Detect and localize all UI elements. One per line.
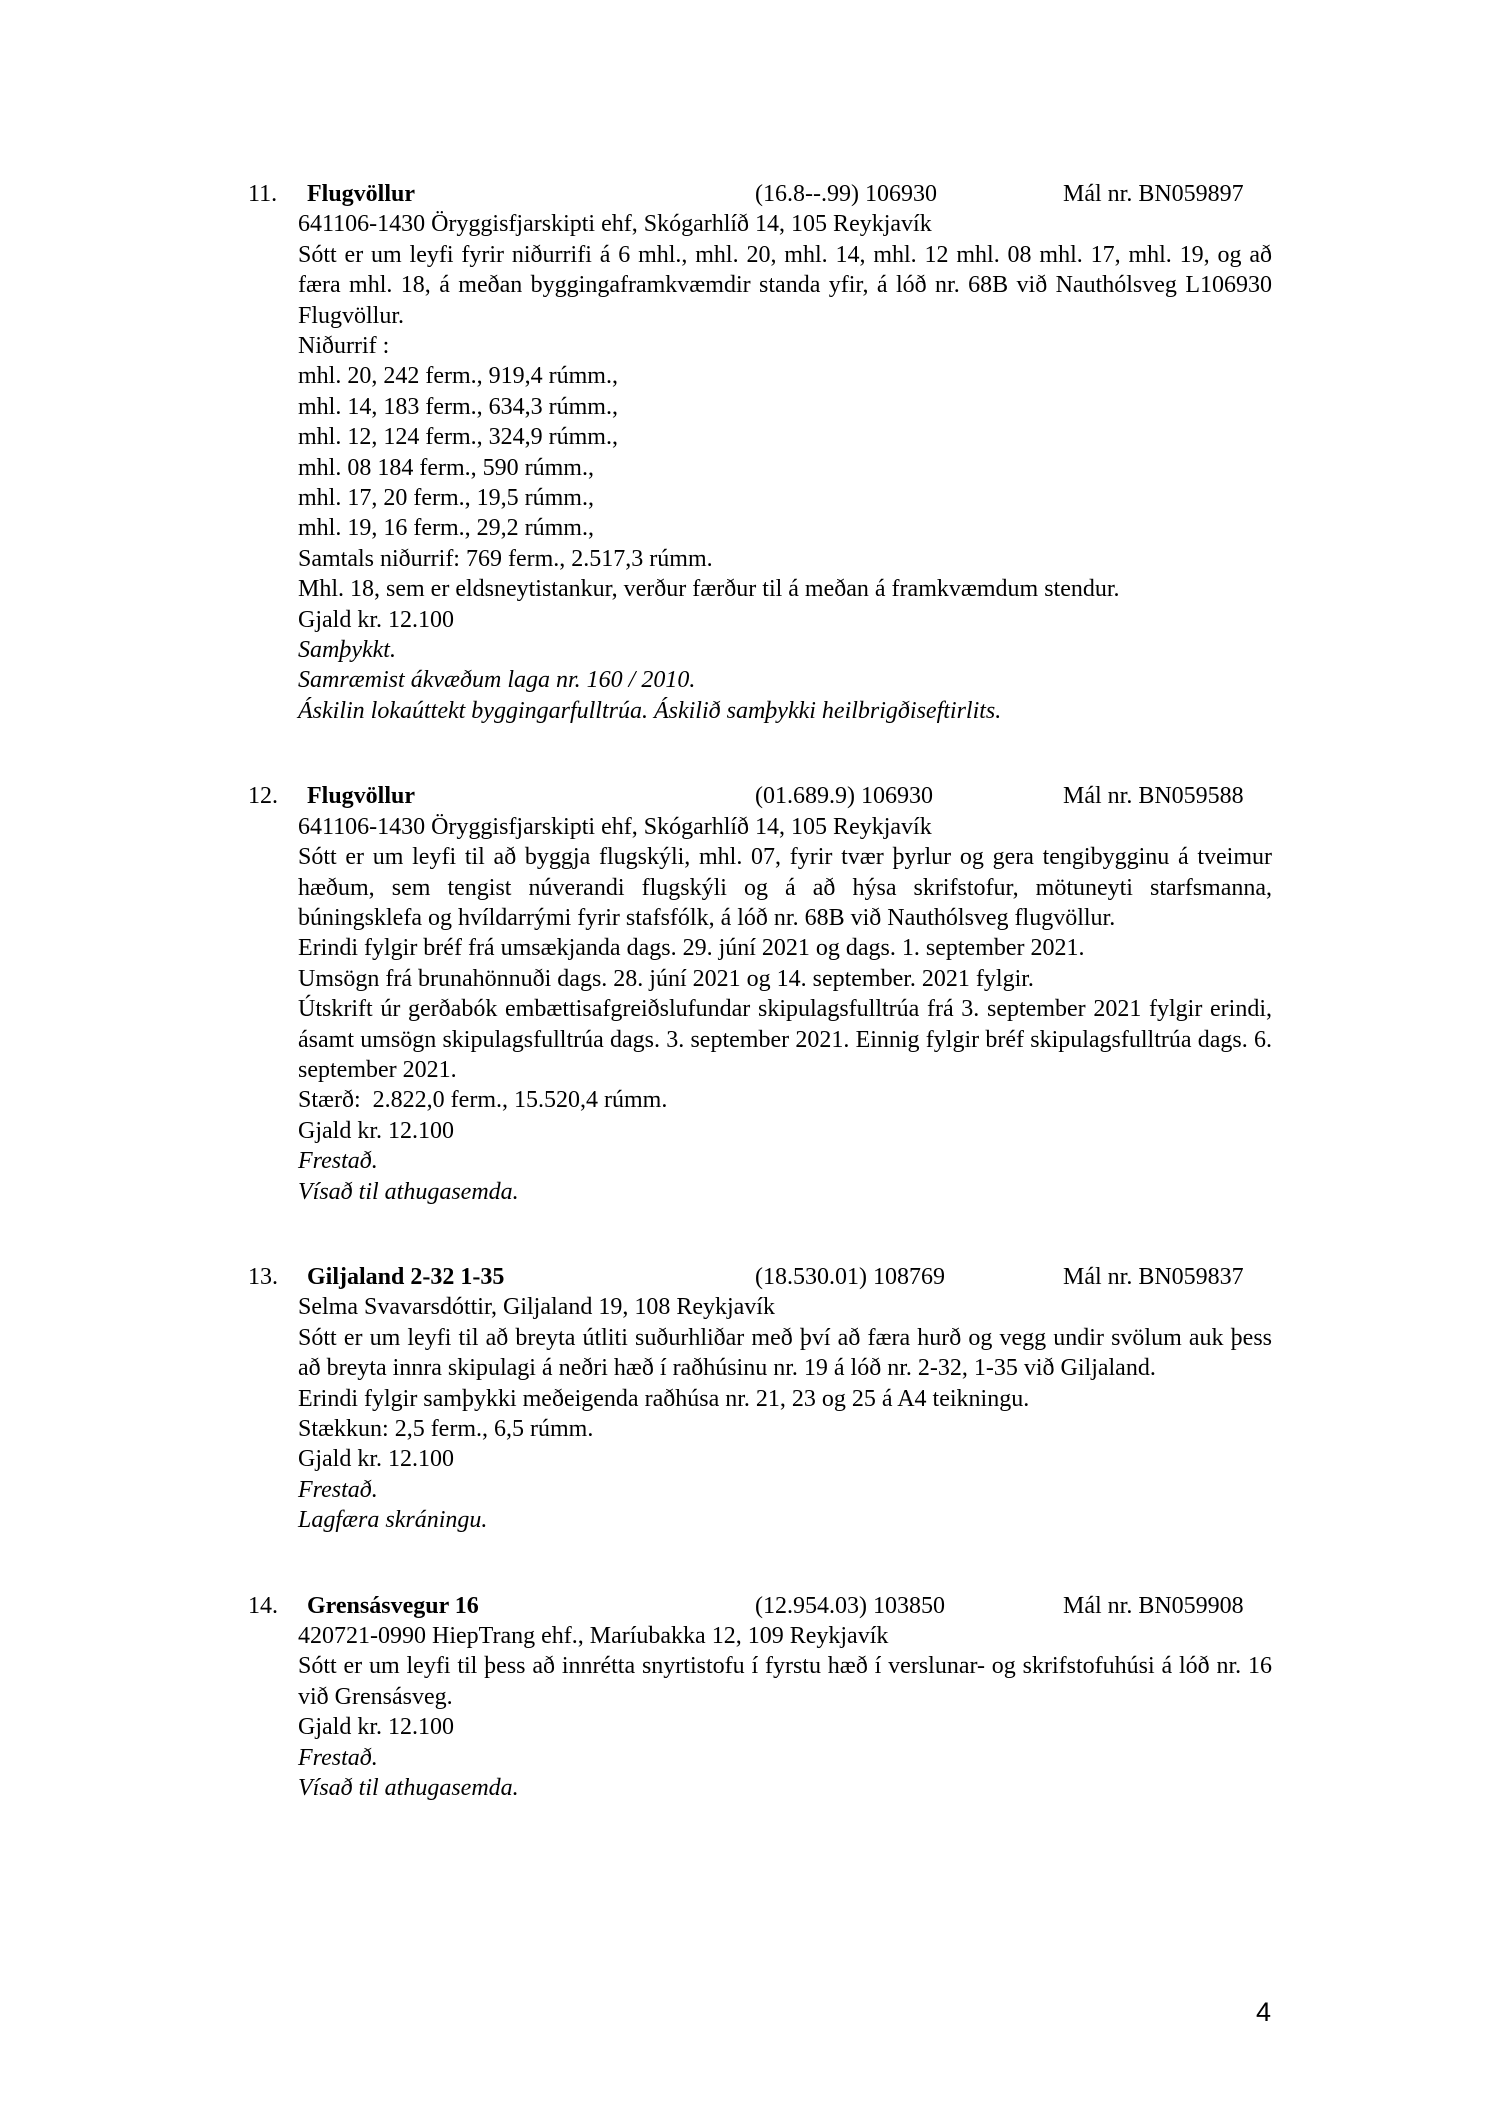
case-text-line: mhl. 12, 124 ferm., 324,9 rúmm., [298,424,618,451]
case-text-line: Erindi fylgir bréf frá umsækjanda dags. 29. júní 2021 og dags. 1. september 2021. [298,935,1085,962]
case-text-line: Sótt er um leyfi fyrir niðurrifi á 6 mhl., mhl. 20, mhl. 14, mhl. 12 mhl. 08 mhl. 17, mhl. 19, og að færa mhl. 18, á meðan byggingaframkvæmdir standa yfir, á lóð nr. 68B við Nauthólsveg L106930 Flugvöllur. [298,241,1272,329]
page-number: 4 [1256,1997,1272,2027]
case-number: 12. [248,783,278,810]
case-applicant: 420721-0990 HiepTrang ehf., Maríubakka 12, 109 Reykjavík [298,1623,889,1649]
case-decision-line: Frestað. [298,1148,378,1175]
case-text-line: Mhl. 18, sem er eldsneytistankur, verður færður til á meðan á framkvæmdum stendur. [298,576,1120,603]
case-code: (18.530.01) 108769 [755,1263,945,1290]
case-title: Grensásvegur 16 [307,1592,479,1619]
case-header [248,1591,1272,1621]
case-decision-line: Lagfæra skráningu. [298,1507,488,1534]
case-header [248,179,1272,209]
case-item [248,1262,1272,1536]
case-text-line: Sótt er um leyfi til þess að innrétta snyrtistofu í fyrstu hæð í verslunar- og skrifstofuhúsi á lóð nr. 16 við Grensásveg. [298,1653,1272,1710]
case-text-line: Sótt er um leyfi til að breyta útliti suðurhliðar með því að færa hurð og vegg undir svölum auk þess að breyta innra skipulagi á neðri hæð í raðhúsinu nr. 19 á lóð nr. 2-32, 1-35 við Giljaland. [298,1324,1272,1382]
case-decision-line: Samræmist ákvæðum laga nr. 160 / 2010. [298,667,696,694]
case-text-line: mhl. 08 184 ferm., 590 rúmm., [298,454,594,481]
case-text-line: mhl. 17, 20 ferm., 19,5 rúmm., [298,485,594,512]
case-ref: Mál nr. BN059897 [1063,181,1244,207]
case-decision-line: Frestað. [298,1744,378,1771]
case-header [248,781,1272,811]
case-body [298,209,1272,726]
case-decision-line: Frestað. [298,1476,378,1503]
case-body [298,1292,1272,1535]
case-text-line: Gjald kr. 12.100 [298,606,454,633]
case-number: 13. [248,1263,278,1290]
case-code: (01.689.9) 106930 [755,783,933,810]
case-item [248,781,1272,1207]
case-text-line: Gjald kr. 12.100 [298,1117,454,1144]
case-text-line: Umsögn frá brunahönnuði dags. 28. júní 2021 og 14. september. 2021 fylgir. [298,965,1034,992]
case-text-line: mhl. 14, 183 ferm., 634,3 rúmm., [298,393,618,420]
case-ref: Mál nr. BN059588 [1063,783,1244,810]
case-body [298,1621,1272,1803]
case-body [298,812,1272,1207]
case-text-line: Gjald kr. 12.100 [298,1714,454,1741]
case-header [248,1262,1272,1292]
case-applicant: Selma Svavarsdóttir, Giljaland 19, 108 Reykjavík [298,1294,775,1321]
case-text-line: mhl. 19, 16 ferm., 29,2 rúmm., [298,515,594,542]
case-code: (16.8--.99) 106930 [755,181,937,207]
case-text-line: Niðurrif : [298,333,390,360]
case-ref: Mál nr. BN059837 [1063,1263,1244,1290]
case-text-line: Stærð: 2.822,0 ferm., 15.520,4 rúmm. [298,1087,668,1114]
case-text-line: Útskrift úr gerðabók embættisafgreiðslufundar skipulagsfulltrúa frá 3. september 2021 fylgir erindi, ásamt umsögn skipulagsfulltrúa dags. 3. september 2021. Einnig fylgir bréf skipulagsfulltrúa dags. 6. september 2021. [298,996,1272,1083]
case-list [248,179,1272,1858]
case-applicant: 641106-1430 Öryggisfjarskipti ehf, Skógarhlíð 14, 105 Reykjavík [298,813,932,840]
case-item [248,1591,1272,1804]
case-item [248,179,1272,726]
case-decision-line: Áskilin lokaúttekt byggingarfulltrúa. Áskilið samþykki heilbrigðiseftirlits. [298,697,1002,724]
case-text-line: Stækkun: 2,5 ferm., 6,5 rúmm. [298,1415,594,1442]
case-text-line: Erindi fylgir samþykki meðeigenda raðhúsa nr. 21, 23 og 25 á A4 teikningu. [298,1385,1030,1412]
case-decision-line: Vísað til athugasemda. [298,1178,519,1205]
case-decision-line: Vísað til athugasemda. [298,1775,519,1802]
case-code: (12.954.03) 103850 [755,1592,945,1619]
case-text-line: Sótt er um leyfi til að byggja flugskýli, mhl. 07, fyrir tvær þyrlur og gera tengibygginu á tveimur hæðum, sem tengist núverandi flugskýli og á að hýsa skrifstofur, mötuneyti starfsmanna, búningsklefa og hvíldarrými fyrir stafsfólk, á lóð nr. 68B við Nauthólsveg flugvöllur. [298,844,1272,931]
case-applicant: 641106-1430 Öryggisfjarskipti ehf, Skógarhlíð 14, 105 Reykjavík [298,211,932,238]
case-number: 11. [248,181,278,207]
case-title: Flugvöllur [307,181,416,207]
case-decision-line: Samþykkt. [298,637,396,664]
case-text-line: mhl. 20, 242 ferm., 919,4 rúmm., [298,363,618,390]
case-title: Giljaland 2-32 1-35 [307,1263,505,1290]
case-ref: Mál nr. BN059908 [1063,1592,1244,1619]
case-text-line: Samtals niðurrif: 769 ferm., 2.517,3 rúmm. [298,545,713,572]
case-text-line: Gjald kr. 12.100 [298,1446,454,1473]
case-number: 14. [248,1592,278,1619]
case-title: Flugvöllur [307,783,416,810]
